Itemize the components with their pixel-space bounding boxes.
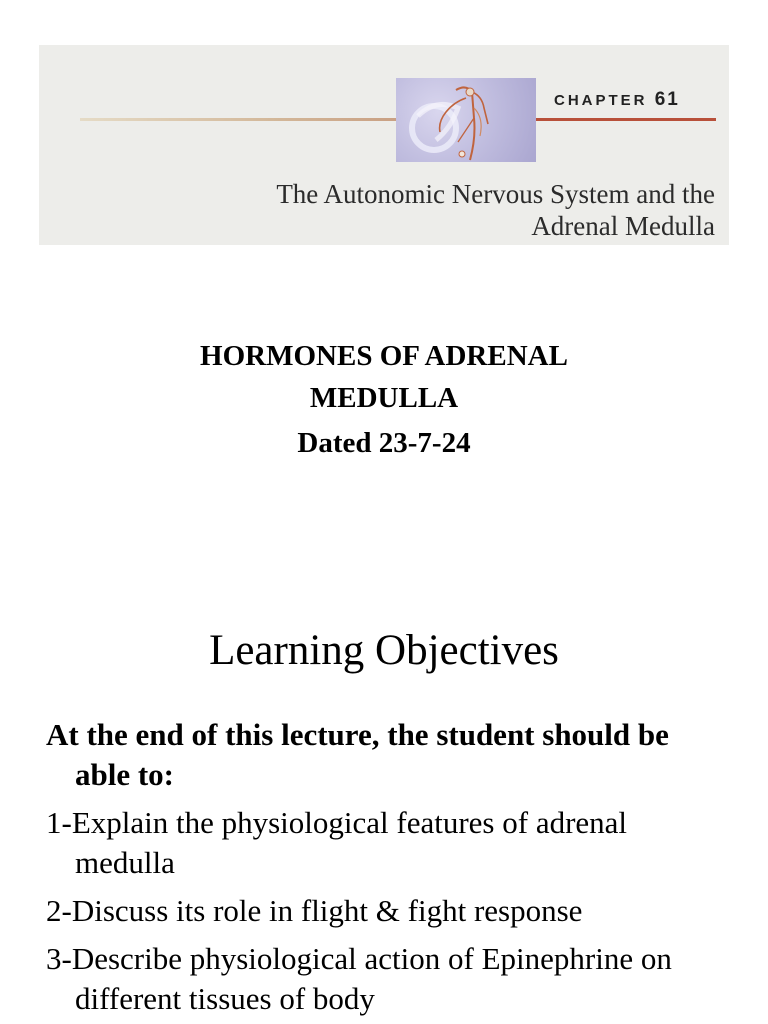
chapter-title-line-1: The Autonomic Nervous System and the xyxy=(276,179,715,209)
nerve-illustration-icon xyxy=(396,78,536,162)
chapter-label xyxy=(554,89,680,111)
chapter-title-line-2: Adrenal Medulla xyxy=(531,211,715,241)
chapter-word: CHAPTER xyxy=(554,92,648,109)
lecture-heading xyxy=(0,335,768,463)
banner-rule-right xyxy=(536,118,716,121)
chapter-banner xyxy=(39,45,729,245)
objective-item: 3-Describe physiological action of Epinephrine on different tissues of body xyxy=(46,941,672,1016)
objective-item: 2-Discuss its role in flight & fight response xyxy=(46,893,583,928)
lecture-title: HORMONES OF ADRENAL MEDULLA xyxy=(200,340,568,414)
lecture-date: Dated 23-7-24 xyxy=(297,427,471,459)
chapter-title xyxy=(276,178,715,242)
banner-rule-left xyxy=(80,118,398,121)
objectives-list xyxy=(46,715,726,1024)
objectives-intro: At the end of this lecture, the student should be able to: xyxy=(46,717,669,792)
objectives-title: Learning Objectives xyxy=(209,627,559,674)
objective-item: 1-Explain the physiological features of adrenal medulla xyxy=(46,805,628,880)
chapter-number: 61 xyxy=(654,89,680,110)
